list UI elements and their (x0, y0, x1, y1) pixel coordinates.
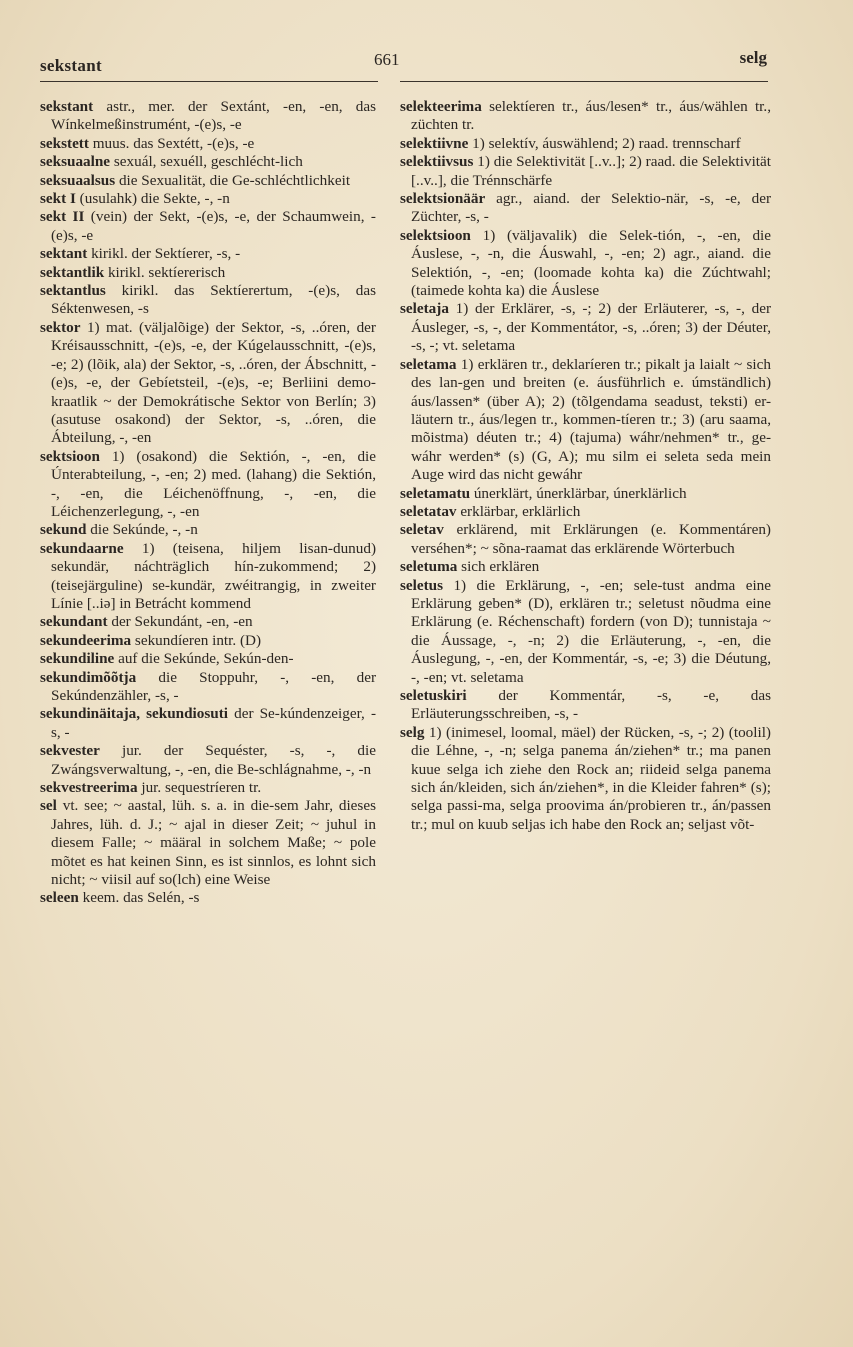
entry-definition: 1) erklären tr., deklaríeren tr.; pikalt ja laialt ~ sich des lan-gen und breiten (e. áusführlich e. úmständlich) áus/lassen* (über A); 2) (tõlgendama seadust, teksti) er-läutern tr., áus/legen tr., kommen-tíeren tr.; 3) (aru saama, mõistma) déuten tr.; 4) (tajuma) wáhr/nehmen* tr., ge-wáhr werden* (s) (G, A); mu silm ei seleta seda mein Auge wird das nicht gewáhr (411, 355, 771, 484)
entry-headword: seleen (40, 889, 79, 907)
entry-headword: sekstant (40, 98, 94, 115)
dictionary-entry (400, 153, 771, 190)
dictionary-entry (40, 153, 376, 171)
dictionary-entry (400, 98, 771, 135)
dictionary-entry (40, 632, 376, 650)
dictionary-entry (40, 282, 376, 319)
entry-definition: der Kommentár, -s, -e, das Erläuterungsschreiben, -s, - (411, 687, 771, 723)
entry-definition: die Sexualität, die Ge-schléchtlichkeit (115, 171, 351, 189)
dictionary-entry (400, 687, 771, 724)
entry-headword: sekt II (40, 208, 85, 226)
entry-definition: erklärend, mit Erklärungen (e. Kommentáren) verséhen*; ~ sõna-raamat das erklärende Wörterbuch (411, 521, 771, 557)
entry-headword: sektor (40, 318, 81, 336)
entry-headword: selektsionäär (400, 190, 486, 208)
dictionary-entry (40, 264, 376, 282)
entry-definition: 1) der Erklärer, -s, -; 2) der Erläuterer, -s, -, der Áusleger, -s, -, der Kommentátor, -s, ..óren; 3) der Déuter, -s, -; vt. seletama (411, 300, 771, 355)
dictionary-entry (40, 245, 376, 263)
entry-definition: 1) (väljavalik) die Selek-tión, -, -en, die Áuslese, -, -n, die Áuswahl, -, -en; 2) agr., aiand. die Selektión, -, -en; (loomade kohta ka) die Zúchtwahl; (taimede kohta ka) die Áuslese (411, 226, 771, 300)
dictionary-entry (400, 190, 771, 227)
dictionary-entry (400, 577, 771, 687)
entry-definition: der Sekundánt, -en, -en (107, 613, 253, 631)
entry-headword: sekundeerima (40, 631, 132, 649)
entry-definition: vt. see; ~ aastal, lüh. s. a. in die-sem Jahr, dieses Jahres, lüh. d. J.; ~ ajal in dieser Zeit; ~ juhul in diesem Falle; ~ määral in solchem Maße; ~ pole mõtet es hat keinen Sinn, es ist sinnlos, es lohnt sich nicht; ~ viisil auf so(lch) eine Weise (51, 797, 376, 889)
dictionary-entry (40, 540, 376, 614)
entry-definition: jur. sequestríeren tr. (137, 779, 262, 797)
right-column (400, 98, 771, 834)
entry-definition: (usulahk) die Sekte, -, -n (75, 190, 230, 208)
dictionary-entry (40, 448, 376, 522)
entry-headword: selektiivsus (400, 153, 474, 171)
entry-headword: seletuskiri (400, 687, 467, 704)
entry-definition: erklärbar, erklärlich (456, 502, 581, 520)
dictionary-entry (40, 650, 376, 668)
entry-headword: sel (40, 797, 57, 815)
entry-definition: agr., aiand. der Selektio-när, -s, -e, der Züchter, -s, - (411, 190, 771, 226)
dictionary-entry (400, 227, 771, 301)
entry-headword: sekundimõõtja (40, 668, 137, 686)
dictionary-entry (40, 705, 376, 742)
entry-definition: muus. das Sextétt, -(e)s, -e (88, 134, 255, 152)
entry-definition: die Sekúnde, -, -n (86, 521, 198, 539)
entry-definition: 1) (osakond) die Sektión, -, -en, die Únterabteilung, -, -en; 2) med. (lahang) die Sektión, -, -en, die Léichenöffnung, -, -en, die Léichenzerlegung, -, -en (51, 447, 376, 520)
entry-definition: sekundíeren intr. (D) (131, 631, 262, 649)
dictionary-entry (40, 889, 376, 907)
entry-headword: selektsioon (400, 226, 471, 244)
dictionary-entry (40, 521, 376, 539)
entry-definition: selektíeren tr., áus/lesen* tr., áus/wählen tr., züchten tr. (411, 98, 771, 134)
entry-headword: sekundinäitaja, sekundiosuti (40, 705, 229, 723)
dictionary-entry (40, 208, 376, 245)
dictionary-entry (40, 779, 376, 797)
running-head-right: selg (739, 48, 767, 67)
dictionary-entry (40, 742, 376, 779)
dictionary-entry (400, 724, 771, 834)
entry-headword: sekstett (40, 134, 89, 152)
entry-headword: selektiivne (400, 134, 469, 152)
entry-definition: kirikl. das Sektíerertum, -(e)s, das Séktenwesen, -s (51, 282, 376, 318)
entry-definition: kirikl. sektíererisch (104, 263, 226, 281)
entry-headword: seletaja (400, 300, 449, 318)
entry-definition: sexuál, sexuéll, geschlécht-lich (110, 153, 303, 171)
entry-definition: 1) (inimesel, loomal, mäel) der Rücken, -s, -; 2) (toolil) die Léhne, -, -n; selga panema án/ziehen* tr.; ma panen kuue selga ich ziehe den Rock an; riideid selga panema sich án/kleiden, sich án/ziehen*, in die Kleider fahren* (s); selga passi-ma, selga proovima án/probieren tr., án/passen tr.; mul on kuub seljas ich habe den Rock an; seljast võt- (411, 723, 771, 833)
dictionary-entry (40, 172, 376, 190)
dictionary-entry (40, 135, 376, 153)
entry-definition: astr., mer. der Sextánt, -en, -en, das Wínkelmeßinstrumént, -(e)s, -e (51, 98, 376, 134)
entry-definition: 1) (teisena, hiljem lisan-dunud) sekundär, náchträglich hín-zukommend; 2) (teisejärguline) se-kundär, zwéitrangig, in zweiter Línie [..iə] in Betrácht kommend (51, 539, 376, 612)
header-rule-left (40, 81, 378, 82)
entry-headword: seletama (400, 355, 457, 373)
entry-definition: (vein) der Sekt, -(e)s, -e, der Schaumwein, -(e)s, -e (51, 208, 376, 244)
entry-headword: sekvester (40, 742, 100, 760)
left-column (40, 98, 376, 908)
entry-headword: seksuaalsus (40, 171, 116, 189)
dictionary-entry (40, 797, 376, 889)
entry-headword: sektantlik (40, 263, 105, 281)
entry-headword: sektantlus (40, 282, 106, 300)
entry-definition: 1) selektív, áuswählend; 2) raad. trennscharf (468, 134, 741, 152)
entry-headword: seletuma (400, 558, 458, 576)
entry-headword: sektsioon (40, 447, 100, 465)
dictionary-entry (400, 558, 771, 576)
page-number: 661 (374, 50, 400, 69)
entry-headword: seletamatu (400, 484, 471, 502)
dictionary-entry (40, 190, 376, 208)
entry-headword: seksuaalne (40, 153, 111, 171)
dictionary-entry (400, 300, 771, 355)
dictionary-entry (400, 503, 771, 521)
entry-headword: sekundaarne (40, 539, 124, 557)
entry-definition: auf die Sekúnde, Sekún-den- (114, 650, 294, 668)
entry-definition: sich erklären (457, 558, 540, 576)
entry-definition: keem. das Selén, -s (78, 889, 200, 907)
running-head-left: sekstant (40, 56, 102, 75)
entry-definition: kirikl. der Sektíerer, -s, - (87, 245, 241, 263)
entry-headword: seletus (400, 576, 444, 594)
dictionary-entry (40, 613, 376, 631)
entry-headword: sekundant (40, 613, 108, 631)
entry-definition: 1) die Selektivität [..v..]; 2) raad. die Selektivität [..v..], die Trénnschärfe (411, 153, 771, 189)
dictionary-entry (400, 521, 771, 558)
dictionary-entry (400, 135, 771, 153)
entry-headword: sekund (40, 521, 87, 539)
entry-headword: sekt I (40, 190, 76, 208)
entry-headword: selg (400, 723, 425, 741)
entry-headword: selekteerima (400, 98, 482, 115)
entry-headword: sekundiline (40, 650, 115, 668)
entry-definition: die Stoppuhr, -, -en, der Sekúndenzähler, -s, - (51, 668, 376, 704)
dictionary-entry (400, 356, 771, 485)
dictionary-entry (400, 485, 771, 503)
dictionary-entry (40, 98, 376, 135)
entry-definition: únerklärt, únerklärbar, únerklärlich (470, 484, 687, 502)
entry-headword: seletatav (400, 502, 457, 520)
entry-definition: der Se-kúndenzeiger, -s, - (51, 705, 377, 741)
entry-definition: 1) mat. (väljalõige) der Sektor, -s, ..óren, der Kréisausschnitt, -(e)s, -e, der Kúgelausschnitt, -(e)s, -e; 2) (lõik, ala) der Sektor, -s, ..óren, der Ábschnitt, -(e)s, -e, der Gebíetsteil, -(e)s, -e; Berliini demo-kraatlik ~ der Demokrátische Sektor von Berlín; 3) (asutuse osakond) der Sektor, -s, ..óren, die Ábteilung, -, -en (51, 318, 376, 447)
entry-definition: jur. der Sequéster, -s, -, die Zwángsverwaltung, -, -en, die Be-schlágnahme, -, -n (51, 742, 376, 778)
entry-headword: seletav (400, 521, 444, 539)
entry-headword: sekvestreerima (40, 779, 138, 797)
entry-definition: 1) die Erklärung, -, -en; sele-tust andma eine Erklärung geben* (D), erklären tr.; seletust nõudma eine Erklärung (e. Réchenschaft) fordern (von D); tunnistaja ~ die Áussage, -, -n; 2) die Erläuterung, -, -en, die Áuslegung, -, -en, der Kommentár, -s, -e; 3) die Déutung, -, -en; vt. seletama (411, 576, 771, 686)
header-rule-right (400, 81, 768, 82)
dictionary-entry (40, 319, 376, 448)
dictionary-entry (40, 669, 376, 706)
entry-headword: sektant (40, 245, 88, 263)
